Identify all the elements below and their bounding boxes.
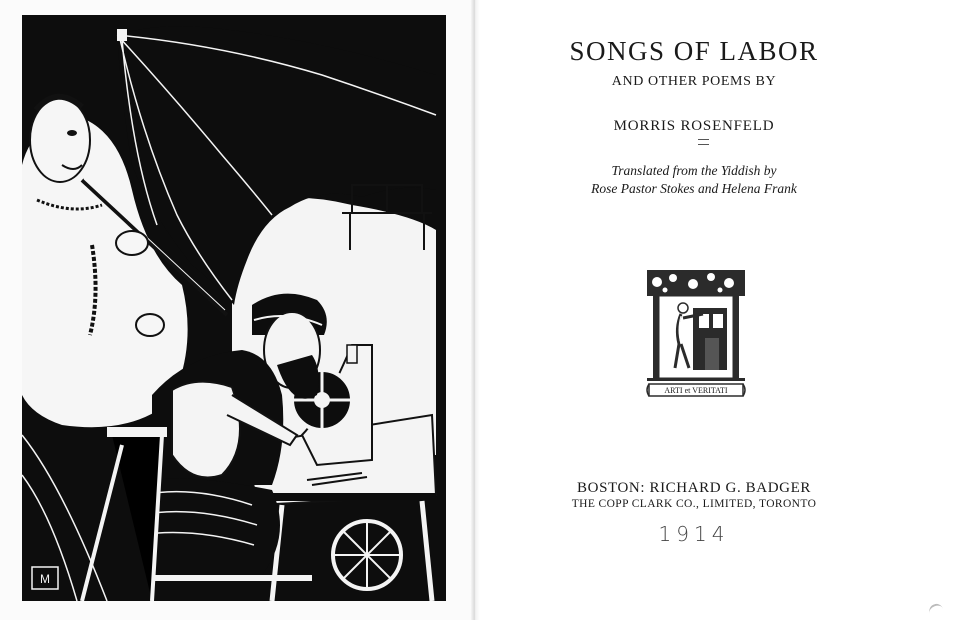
artist-monogram: M: [40, 572, 50, 586]
page-corner-mark: [927, 602, 944, 618]
publisher-device: [645, 268, 747, 402]
translators-credit: [480, 162, 908, 198]
pencil-underline-mark: [698, 139, 709, 145]
book-title: SONGS OF LABOR: [569, 36, 819, 66]
left-page: [0, 0, 476, 620]
author-name: MORRIS ROSENFELD: [613, 118, 775, 134]
copublisher-line: THE COPP CLARK CO., LIMITED, TORONTO: [571, 498, 817, 510]
handwritten-year: 1914: [658, 522, 730, 546]
device-motto: ARTI et VERITATI: [664, 386, 728, 395]
translated-line-1: Translated from the Yiddish by: [611, 163, 777, 178]
book-gutter: [470, 0, 480, 620]
frontispiece-illustration: [22, 15, 446, 601]
publisher-device-emblem: [645, 268, 747, 402]
title-page: [480, 0, 967, 620]
publisher-line: BOSTON: RICHARD G. BADGER: [577, 480, 811, 496]
frontispiece-artwork: [22, 15, 446, 601]
translated-line-2: Rose Pastor Stokes and Helena Frank: [591, 181, 797, 196]
book-subtitle: AND OTHER POEMS BY: [611, 74, 777, 89]
